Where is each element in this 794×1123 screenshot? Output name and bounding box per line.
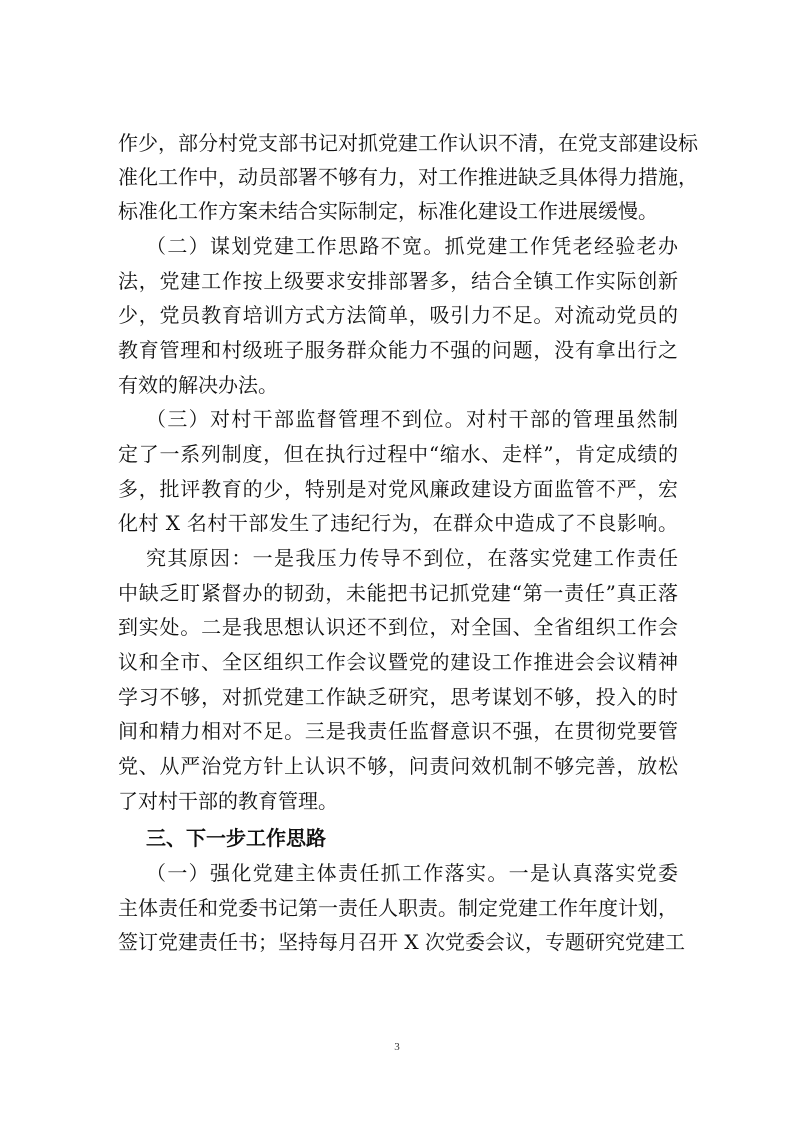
paragraph-line: （二）谋划党建工作思路不宽。抓党建工作凭老经验老办 <box>146 234 678 258</box>
paragraph-line: 学习不够，对抓党建工作缺乏研究，思考谋划不够，投入的时 <box>118 685 678 709</box>
paragraph-line: 主体责任和党委书记第一责任人职责。制定党建工作年度计划， <box>118 896 678 920</box>
paragraph-line: 准化工作中，动员部署不够有力，对工作推进缺乏具体得力措施， <box>118 165 698 189</box>
paragraph-line: 教育管理和村级班子服务群众能力不强的问题，没有拿出行之 <box>118 338 678 362</box>
paragraph-line: 签订党建责任书；坚持每月召开 X 次党委会议，专题研究党建工 <box>118 930 685 954</box>
page-number: 3 <box>394 1041 400 1053</box>
paragraph-line: 多，批评教育的少，特别是对党风廉政建设方面监管不严，宏 <box>118 477 678 501</box>
paragraph-line: （三）对村干部监督管理不到位。对村干部的管理虽然制 <box>146 407 678 431</box>
section-heading: 三、下一步工作思路 <box>146 826 326 850</box>
paragraph-line: 法，党建工作按上级要求安排部署多，结合全镇工作实际创新 <box>118 269 678 293</box>
paragraph-line: 标准化工作方案未结合实际制定，标准化建设工作进展缓慢。 <box>118 199 658 223</box>
paragraph-line: 到实处。二是我思想认识还不到位，对全国、全省组织工作会 <box>118 615 678 639</box>
paragraph-line: 间和精力相对不足。三是我责任监督意识不强，在贯彻党要管 <box>118 719 678 743</box>
paragraph-line: 作少，部分村党支部书记对抓党建工作认识不清，在党支部建设标 <box>118 131 698 155</box>
paragraph-line: 定了一系列制度，但在执行过程中“缩水、走样”，肯定成绩的 <box>118 442 678 466</box>
paragraph-line: 了对村干部的教育管理。 <box>118 789 338 813</box>
paragraph-line: 有效的解决办法。 <box>118 373 278 397</box>
paragraph-line: 议和全市、全区组织工作会议暨党的建设工作推进会会议精神 <box>118 650 678 674</box>
paragraph-line: 党、从严治党方针上认识不够，问责问效机制不够完善，放松 <box>118 754 678 778</box>
paragraph-line: 究其原因：一是我压力传导不到位，在落实党建工作责任 <box>146 546 678 570</box>
paragraph-line: 少，党员教育培训方式方法简单，吸引力不足。对流动党员的 <box>118 303 678 327</box>
paragraph-line: （一）强化党建主体责任抓工作落实。一是认真落实党委 <box>146 861 678 885</box>
paragraph-line: 中缺乏盯紧督办的韧劲，未能把书记抓党建“第一责任”真正落 <box>118 581 678 605</box>
paragraph-line: 化村 X 名村干部发生了违纪行为，在群众中造成了不良影响。 <box>118 511 678 535</box>
